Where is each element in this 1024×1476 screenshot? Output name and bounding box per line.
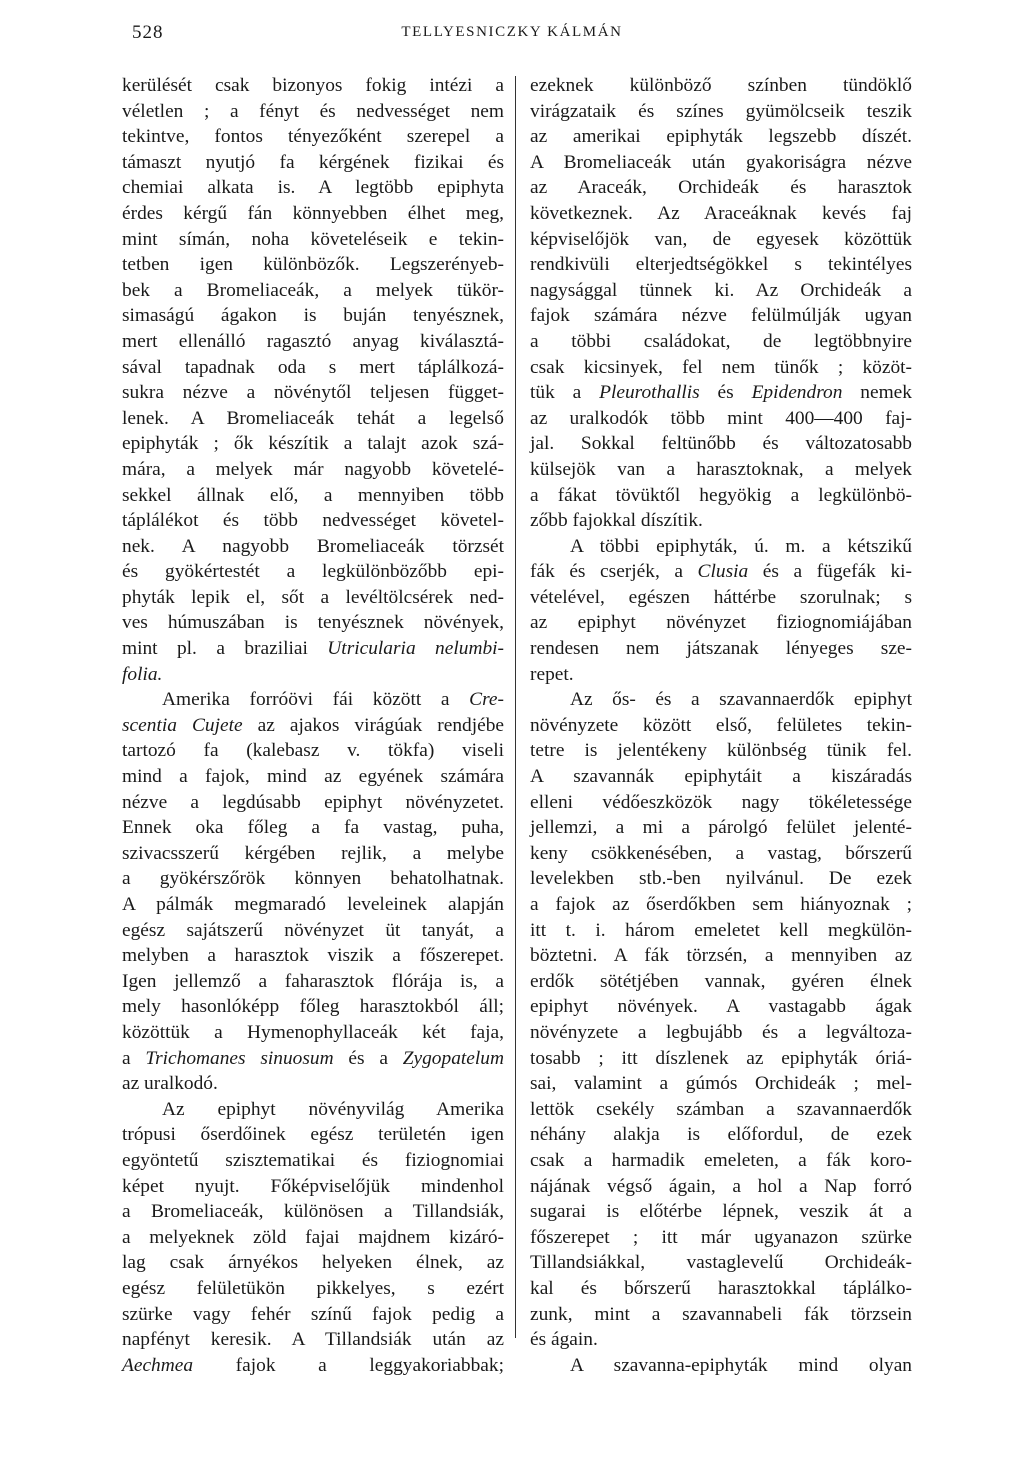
text-line: chemiai alkata is. A legtöbb epiphyta (122, 177, 504, 199)
text-line: sekkel állnak elő, a mennyiben több (122, 484, 504, 506)
text-line: bek a Bromeliaceák, a melyek tükör- (122, 279, 504, 301)
text-line: mind a fajok, mind az egyének számára (122, 766, 504, 788)
text-line: a fákat tövüktől hegyökig a legkülönbö- (530, 484, 912, 506)
text-line: sával tapadnak oda s mert táplálkozá- (122, 356, 504, 378)
text-line: nek. A nagyobb Bromeliaceák törzsét (122, 535, 504, 557)
text-line: Aechmea fajok a leggyakoriabbak; (122, 1354, 504, 1376)
text-line: simaságú ágakon is buján tenyésznek, (122, 305, 504, 327)
text-line: táplálékot és több nedvességet követel- (122, 510, 504, 532)
text-line: A többi epiphyták, ú. m. a kétszikű (570, 535, 912, 557)
text-line: epiphyták ; ők készítik a talajt azok szá- (122, 433, 504, 455)
text-line: phyták lepik el, sőt a levéltölcsérek ned- (122, 586, 504, 608)
text-line: zőbb fajokkal díszítik. (530, 510, 703, 532)
text-line: és gyökértestét a legkülönbözőbb epi- (122, 561, 504, 583)
text-line: keny csökkenésében, a vastag, bőrszerű (530, 842, 912, 864)
text-line: a fajok az őserdőkben sem hiányoznak ; (530, 894, 912, 915)
text-line: A Bromeliaceák után gyakoriságra nézve (530, 151, 912, 173)
text-line: lag csak árnyékos helyeken élnek, az (122, 1252, 504, 1274)
text-line: mint pl. a braziliai Utricularia nelumbi- (122, 638, 504, 660)
text-line: Igen jellemző a faharasztok flórája is, a (122, 970, 504, 992)
text-line: a Trichomanes sinuosum és a Zygopatelum (122, 1047, 504, 1069)
text-line: Az ős- és a szavannaerdők epiphyt (570, 689, 912, 711)
text-line: főszerepet ; itt már ugyanazon szürke (530, 1226, 912, 1248)
text-line: nézve a legdúsabb epiphyt növényzetet. (122, 791, 504, 813)
text-line: a Bromeliaceák, különösen a Tillandsiák, (122, 1201, 504, 1223)
text-line: csak a harmadik emeleten, a fák koro- (530, 1149, 912, 1171)
text-line: nagysággal tünnek ki. Az Orchideák a (530, 279, 912, 301)
text-line: kerülését csak bizonyos fokig intézi a (122, 75, 504, 96)
text-line: jellemzi, a mi a párolgó felület jelenté- (530, 817, 912, 839)
text-line: csak kicsinyek, fel nem tünők ; közöt- (530, 356, 912, 378)
text-line: növényzete a legbujább és a legváltoza- (530, 1021, 912, 1043)
text-line: támaszt nyutjó fa kérgének fizikai és (122, 151, 504, 173)
text-line: az amerikai epiphyták legszebb díszét. (530, 126, 912, 148)
text-line: Amerika forróövi fái között a Cre- (162, 689, 504, 711)
text-line: lenek. A Bromeliaceák tehát a legelső (122, 407, 504, 429)
left-text-column (122, 73, 504, 1378)
text-line: Az epiphyt növényvilág Amerika (162, 1098, 504, 1120)
text-line: jal. Sokkal feltünőbb és változatosabb (530, 433, 912, 455)
text-line: kal és bőrszerű harasztokkal táplálko- (530, 1277, 912, 1299)
text-line: Tillandsiákkal, vastaglevelű Orchideák- (530, 1252, 912, 1274)
text-line: zunk, mint a szavannabeli fák törzsein (530, 1303, 912, 1325)
running-head: TELLYESNICZKY KÁLMÁN (401, 24, 623, 40)
right-text-column (530, 73, 912, 1378)
text-line: érdes kérgű fán könnyebben élhet meg, (122, 202, 504, 224)
text-line: néhány alakja is előfordul, de ezek (530, 1124, 912, 1146)
text-line: virágzataik és színes gyümölcseik teszik (530, 100, 912, 122)
text-line: napfényt keresik. A Tillandsiák után az (122, 1329, 504, 1351)
text-line: és ágain. (530, 1329, 598, 1351)
text-line: A szavannák epiphytáit a kiszáradás (530, 766, 912, 788)
text-line: rendesen nem játszanak lényeges sze- (530, 638, 912, 660)
text-line: közöttük a Hymenophyllaceák két faja, (122, 1021, 504, 1043)
text-line: a többi családokat, de legtöbbnyire (530, 330, 912, 352)
text-line: tük a Pleurothallis és Epidendron nemek (530, 382, 912, 404)
text-line: levelekben stb.-ben nyilvánul. De ezek (530, 868, 912, 890)
text-line: mert ellenálló ragasztó anyag kiválasztá- (122, 330, 504, 352)
text-line: ves húmuszában is tenyésznek növények, (122, 612, 504, 634)
text-line: képviselőjök van, de egyesek közöttük (530, 228, 912, 250)
text-line: melyben a harasztok viszik a főszerepet. (122, 945, 504, 967)
text-line: egyöntetű szisztematikai és fiziognomiai (122, 1149, 504, 1171)
text-line: folia. (122, 663, 163, 685)
text-line: a gyökérszőrök könnyen behatolhatnak. (122, 868, 504, 890)
text-line: mára, a melyek már nagyobb követelé- (122, 458, 504, 480)
text-line: sai, valamint a gúmós Orchideák ; mel- (530, 1073, 912, 1095)
text-line: sugarai is előtérbe lépnek, veszik át a (530, 1201, 912, 1223)
text-line: böztetni. A fák törzsén, a mennyiben az (530, 945, 912, 967)
text-line: az epiphyt növényzet fiziognomiájában (530, 612, 912, 634)
text-line: itt t. i. három emeletet kell megkülön- (530, 919, 912, 941)
text-line: erdők sötétjében vannak, gyéren élnek (530, 970, 912, 992)
text-line: külsejök van a harasztoknak, a melyek (530, 458, 912, 480)
text-line: növényzete között első, felületes tekin- (530, 714, 912, 736)
text-line: nájának végső ágain, a hol a Nap forró (530, 1175, 912, 1197)
text-line: Ennek oka főleg a fa vastag, puha, (122, 817, 504, 839)
text-line: fajok számára nézve felülmúlják ugyan (530, 305, 912, 327)
text-line: fák és cserjék, a Clusia és a fügefák ki- (530, 561, 912, 583)
text-line: az uralkodó. (122, 1073, 218, 1095)
text-line: tetben igen különbözők. Legszerényeb- (122, 254, 504, 276)
text-line: A pálmák megmaradó leveleinek alapján (122, 894, 504, 915)
page-header (122, 22, 902, 52)
text-line: képet nyujt. Főképviselőjük mindenhol (122, 1175, 504, 1197)
text-line: mint símán, noha követeléseik e tekin- (122, 228, 504, 250)
text-line: egész sajátszerű növényzet üt tanyát, a (122, 919, 504, 941)
text-line: rendkivüli elterjedtségökkel s tekintélyes (530, 254, 912, 276)
column-divider (515, 76, 516, 1338)
text-line: véletlen ; a fényt és nedvességet nem (122, 100, 504, 122)
text-line: az uralkodók több mint 400—400 faj- (530, 407, 912, 429)
text-line: a melyeknek zöld fajai majdnem kizáró- (122, 1226, 504, 1248)
text-line: az Araceák, Orchideák és harasztok (530, 177, 912, 199)
text-line: sukra nézve a növénytől teljesen függet- (122, 382, 504, 404)
text-line: tekintve, fontos tényezőként szerepel a (122, 126, 504, 148)
text-line: scentia Cujete az ajakos virágúak rendjébe (122, 714, 505, 736)
text-line: ezeknek különböző színben tündöklő (530, 75, 912, 96)
text-line: mely hasonlóképp főleg harasztokból áll; (122, 996, 504, 1018)
text-line: tosabb ; itt díszlenek az epiphyták óriá- (530, 1047, 912, 1069)
text-line: repet. (530, 663, 574, 685)
text-line: epiphyt növények. A vastagabb ágak (530, 996, 912, 1018)
text-line: szivacsszerű kérgében rejlik, a melybe (122, 842, 504, 864)
text-line: trópusi őserdőinek egész területén igen (122, 1124, 504, 1146)
text-line: tartozó fa (kalebasz v. tökfa) viseli (122, 740, 504, 762)
text-line: következnek. Az Araceáknak kevés faj (530, 202, 912, 224)
page-number: 528 (132, 22, 164, 43)
text-line: vételével, egészen háttérbe szorulnak; s (530, 586, 912, 608)
text-line: A szavanna-epiphyták mind olyan (570, 1354, 912, 1376)
text-line: szürke vagy fehér színű fajok pedig a (122, 1303, 504, 1325)
text-line: tetre is jelentékeny különbség tünik fel. (530, 740, 912, 762)
text-line: lettök csekély számban a szavannaerdők (530, 1098, 912, 1120)
text-line: egész felületükön pikkelyes, s ezért (122, 1277, 504, 1299)
text-line: elleni védőeszközök nagy tökéletessége (530, 791, 912, 813)
